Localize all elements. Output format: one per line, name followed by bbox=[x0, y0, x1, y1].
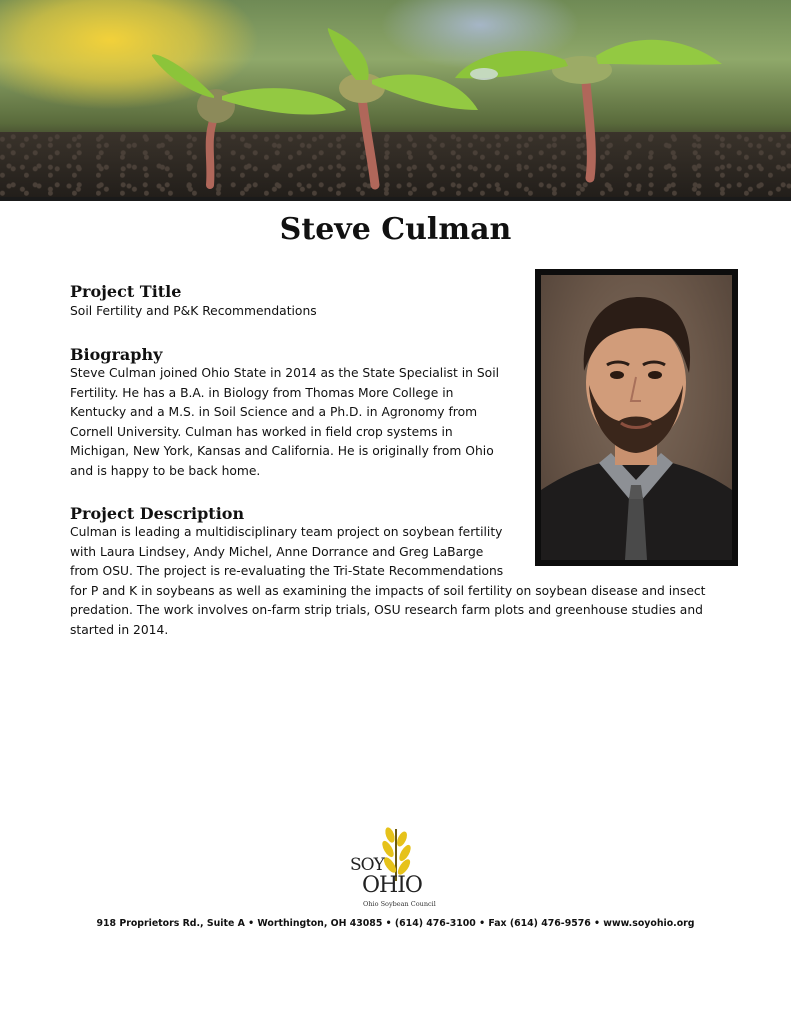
biography-line: Cornell University. Culman has worked in field crop systems in bbox=[70, 424, 453, 439]
logo-subtitle: Ohio Soybean Council bbox=[363, 900, 436, 908]
portrait-illustration bbox=[541, 275, 732, 560]
biography-line: Fertility. He has a B.A. in Biology from Thomas More College in bbox=[70, 385, 454, 400]
biography-line: Steve Culman joined Ohio State in 2014 as the State Specialist in Soil bbox=[70, 366, 500, 380]
description-line: predation. The work involves on-farm strip trials, OSU research farm plots and greenhouse studies and bbox=[70, 603, 703, 618]
biography-text bbox=[70, 364, 499, 482]
description-line: for P and K in soybeans as well as examining the impacts of soil fertility on soybean disease and insect bbox=[70, 583, 706, 598]
project-title-text: Soil Fertility and P&K Recommendations bbox=[70, 304, 317, 318]
description-line: from OSU. The project is re-evaluating the Tri-State Recommendations bbox=[70, 564, 504, 579]
description-line: started in 2014. bbox=[70, 622, 169, 637]
biography-line: Kentucky and a M.S. in Soil Science and a Ph.D. in Agronomy from bbox=[70, 405, 478, 420]
banner-divider bbox=[0, 197, 791, 201]
portrait-frame bbox=[535, 269, 738, 566]
soy-ohio-logo bbox=[350, 825, 436, 911]
seedlings-illustration bbox=[0, 0, 791, 198]
portrait-photo bbox=[541, 275, 732, 560]
project-title-heading: Project Title bbox=[70, 282, 182, 301]
project-description-heading: Project Description bbox=[70, 504, 245, 523]
logo-text-ohio: OHIO bbox=[362, 873, 422, 898]
biography-line: Michigan, New York, Kansas and California. He is originally from Ohio bbox=[70, 444, 494, 459]
biography-heading: Biography bbox=[70, 345, 163, 364]
header-banner-image bbox=[0, 0, 791, 198]
description-line: Culman is leading a multidisciplinary team project on soybean fertility bbox=[70, 525, 503, 539]
profile-name: Steve Culman bbox=[279, 212, 512, 247]
logo-text-soy: SOY bbox=[350, 855, 384, 875]
footer-contact: 918 Proprietors Rd., Suite A • Worthington, OH 43085 • (614) 476-3100 • Fax (614) 476-9576 • www.soyohio.org bbox=[96, 918, 695, 929]
description-line: with Laura Lindsey, Andy Michel, Anne Dorrance and Greg LaBarge bbox=[70, 544, 484, 559]
biography-line: and is happy to be back home. bbox=[70, 463, 261, 478]
